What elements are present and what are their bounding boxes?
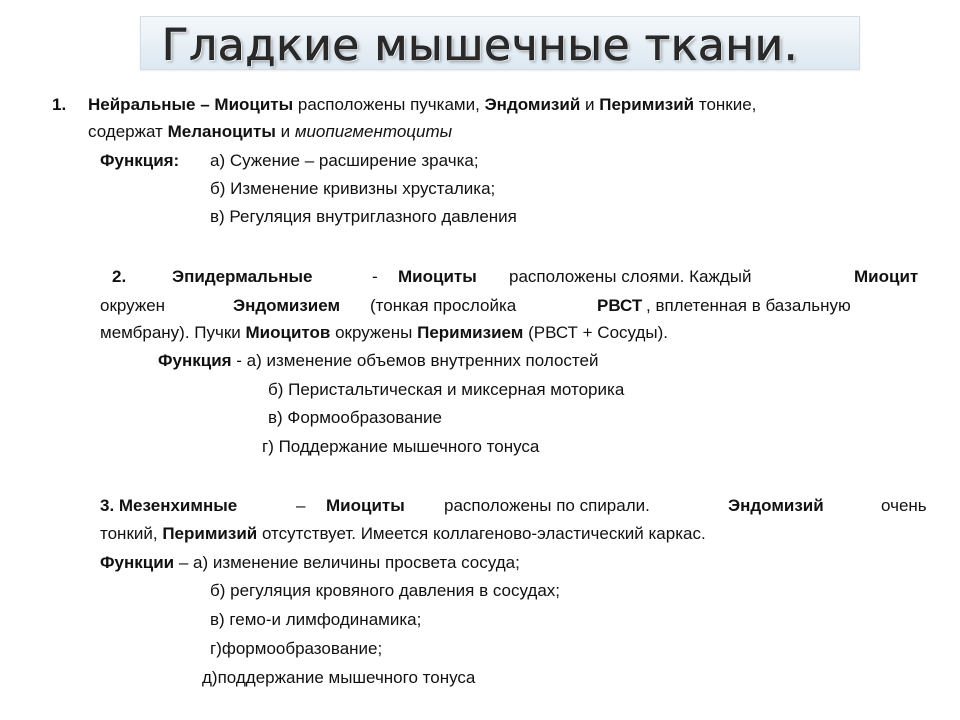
s2-heading: Эпидермальные bbox=[172, 267, 313, 286]
s3-line2: тонкий, Перимизий отсутствует. Имеется коллагеново-эластический каркас. bbox=[100, 524, 706, 543]
s2-func-b: б) Перистальтическая и миксерная моторика bbox=[268, 380, 625, 399]
s1-func-c: в) Регуляция внутриглазного давления bbox=[210, 207, 517, 226]
s2-line3: мембрану). Пучки Миоцитов окружены Перимизием (РВСТ + Сосуды). bbox=[100, 323, 669, 342]
s3-func-c: в) гемо-и лимфодинамика; bbox=[210, 610, 422, 629]
s1-heading: Нейральные – Миоциты bbox=[88, 95, 294, 114]
s3-func-e: д)поддержание мышечного тонуса bbox=[202, 668, 476, 687]
s1-number: 1. bbox=[52, 95, 67, 114]
s2-t4: , вплетенная в базальную bbox=[646, 296, 851, 315]
s3-mioc: Миоциты bbox=[326, 496, 405, 515]
s2-func-d: г) Поддержание мышечного тонуса bbox=[262, 437, 540, 456]
s1-func-b: б) Изменение кривизны хрусталика; bbox=[210, 179, 496, 198]
s3-function: Функции – а) изменение величины просвета сосуда; bbox=[100, 553, 520, 572]
s3-function-label: Функции bbox=[100, 553, 175, 572]
s3-endo: Эндомизий bbox=[728, 496, 824, 515]
s3-t2: очень bbox=[881, 496, 927, 515]
s3-heading: 3. Мезенхимные bbox=[100, 496, 238, 515]
s2-t1: расположены слоями. Каждый bbox=[509, 267, 752, 286]
s3-func-b: б) регуляция кровяного давления в сосудах; bbox=[210, 581, 561, 600]
s1-line2: содержат Меланоциты и миопигментоциты bbox=[88, 122, 453, 141]
s2-dash: - bbox=[372, 267, 378, 286]
slide-title: Гладкие мышечные ткани. bbox=[161, 20, 799, 71]
s1-function-label: Функция: bbox=[100, 151, 180, 170]
s2-t3: (тонкая прослойка bbox=[370, 296, 517, 315]
s2-endo: Эндомизием bbox=[233, 296, 341, 315]
s2-mioc: Миоциты bbox=[398, 267, 477, 286]
s2-function: Функция - а) изменение объемов внутренних полостей bbox=[158, 351, 599, 370]
s1-line1: Нейральные – Миоциты расположены пучками, Эндомизий и Перимизий тонкие, bbox=[88, 95, 757, 114]
s2-rvst: РВСТ bbox=[597, 296, 643, 315]
s3-func-d: г)формообразование; bbox=[210, 639, 383, 658]
s2-number: 2. bbox=[112, 267, 127, 286]
s3-t1: расположены по спирали. bbox=[444, 496, 650, 515]
s3-dash: – bbox=[296, 496, 306, 515]
s1-func-a: а) Сужение – расширение зрачка; bbox=[210, 151, 479, 170]
s2-t2: окружен bbox=[100, 296, 166, 315]
s2-mioc2: Миоцит bbox=[854, 267, 919, 286]
s2-func-c: в) Формообразование bbox=[268, 408, 442, 427]
s2-function-label: Функция bbox=[158, 351, 232, 370]
